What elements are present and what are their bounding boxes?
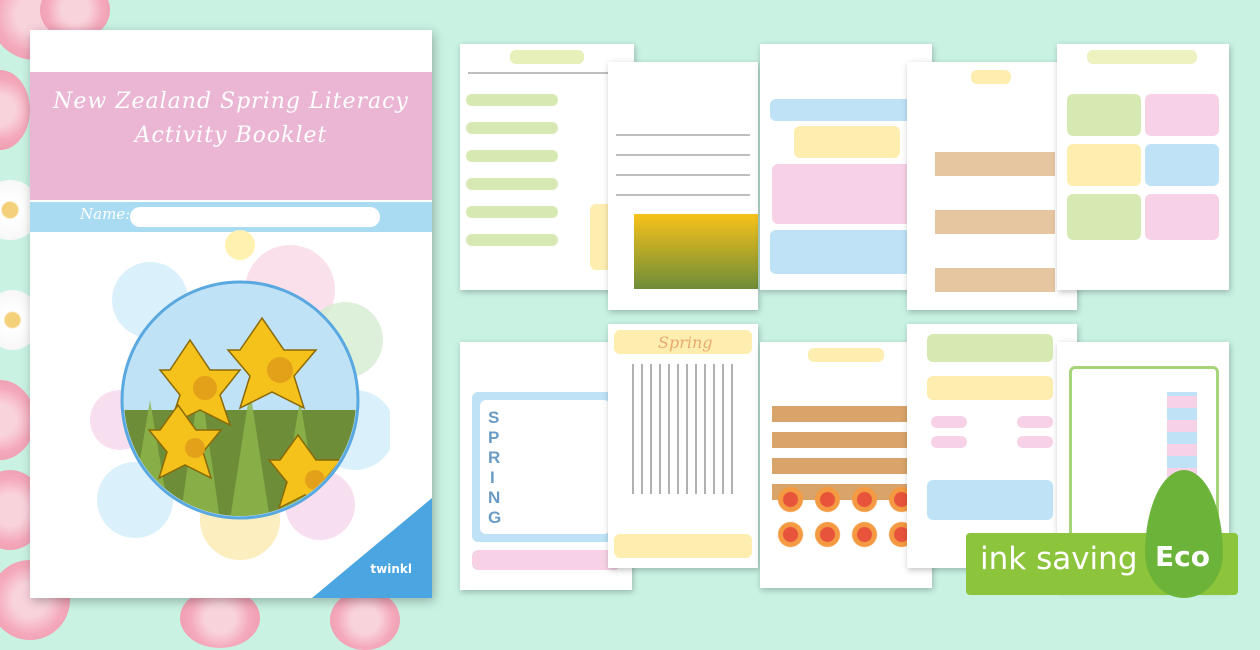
worksheet-page-7: [608, 324, 758, 568]
worksheet-page-6: [460, 342, 632, 590]
cover-corner-decoration: [312, 498, 432, 598]
eco-label: Eco: [1155, 540, 1210, 573]
cover-title: [30, 85, 432, 153]
cover-title-line1: New Zealand Spring Literacy: [53, 89, 409, 114]
spring-letter-4: I: [490, 468, 495, 487]
booklet-cover: [30, 30, 432, 598]
cover-title-line2: Activity Booklet: [134, 123, 328, 148]
worksheet-page-5: [1057, 44, 1229, 290]
name-label: Name:: [80, 205, 131, 223]
twinkl-logo: twinkl: [370, 562, 412, 576]
ink-saving-label: ink saving: [980, 541, 1138, 577]
wordsearch-title: Spring: [658, 333, 713, 352]
spring-letter-6: G: [488, 508, 502, 527]
spring-letter-1: S: [488, 408, 500, 427]
worksheet-page-2: [608, 62, 758, 310]
spring-letter-3: R: [488, 448, 501, 467]
spring-letter-5: N: [488, 488, 501, 507]
spring-letter-2: P: [488, 428, 500, 447]
worksheet-page-4: [907, 62, 1077, 310]
worksheet-page-9: [907, 324, 1077, 568]
name-field[interactable]: [130, 207, 380, 227]
